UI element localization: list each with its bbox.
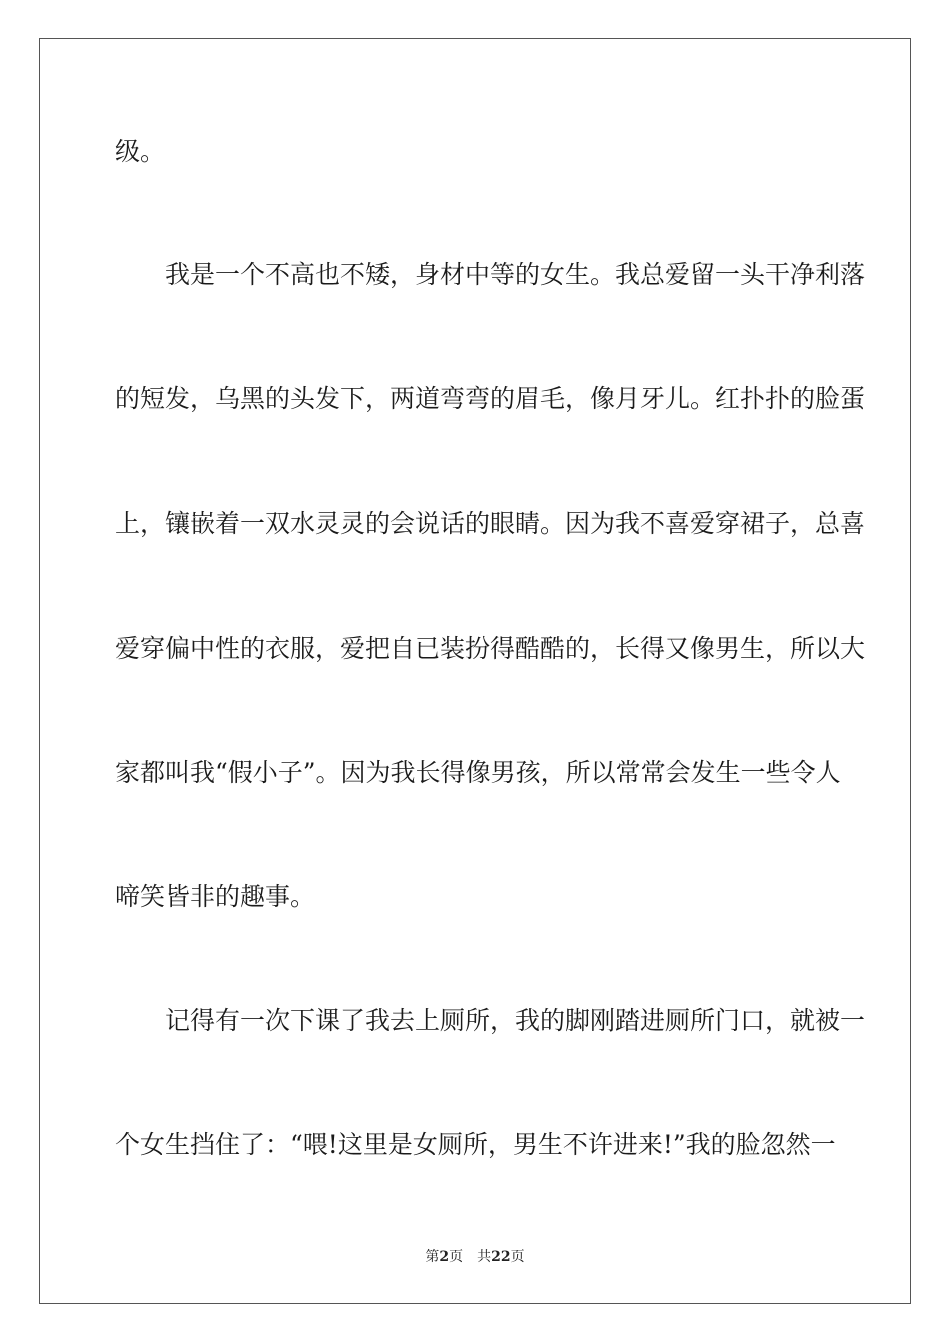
text-line-5: 爱穿偏中性的衣服，爱把自已装扮得酷酷的，长得又像男生，所以大 <box>115 634 866 663</box>
page-prefix: 第 <box>425 1249 440 1265</box>
text-line-9: 个女生挡住了：“喂!这里是女厕所，男生不许进来!”我的脸忽然一 <box>115 1130 836 1159</box>
text-line-8: 记得有一次下课了我去上厕所，我的脚刚踏进厕所门口，就被一 <box>165 1006 866 1035</box>
total-prefix: 共 <box>477 1249 492 1265</box>
text-line-1: 级。 <box>115 137 166 166</box>
text-line-7: 啼笑皆非的趣事。 <box>115 882 316 911</box>
total-pages: 22 <box>491 1249 511 1265</box>
page-number: 2 <box>439 1249 450 1265</box>
text-line-3: 的短发，乌黑的头发下，两道弯弯的眉毛，像月牙儿。红扑扑的脸蛋 <box>115 384 866 413</box>
text-line-2: 我是一个不高也不矮，身材中等的女生。我总爱留一头干净利落 <box>165 260 866 289</box>
text-line-6: 家都叫我“假小子”。因为我长得像男孩，所以常常会发生一些令人 <box>115 758 841 787</box>
total-suffix: 页 <box>510 1249 525 1265</box>
text-line-4: 上，镶嵌着一双水灵灵的会说话的眼睛。因为我不喜爱穿裙子，总喜 <box>115 509 866 538</box>
page-border <box>39 38 911 1304</box>
page-footer <box>0 1248 950 1266</box>
page-suffix: 页 <box>449 1249 464 1265</box>
